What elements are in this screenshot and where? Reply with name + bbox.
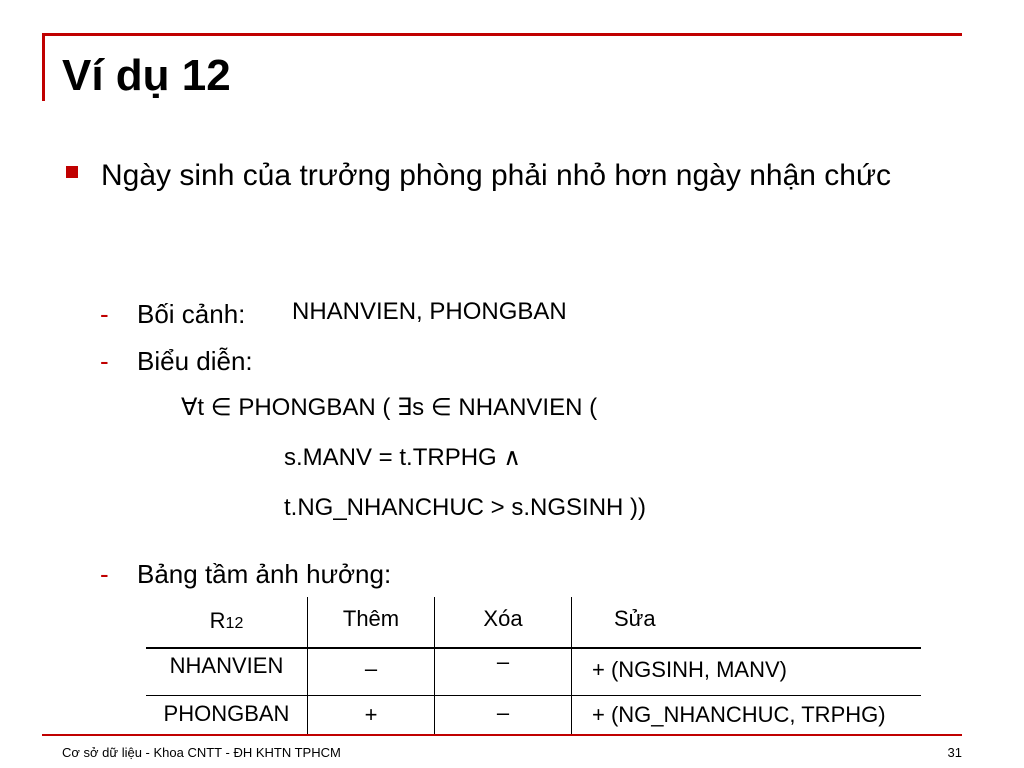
table-header-subscript: 12	[225, 615, 244, 632]
dash-bullet-icon: -	[100, 559, 109, 589]
title-frame-top	[42, 33, 962, 36]
table-header-delete: Xóa	[483, 606, 523, 631]
table-cell-update: + (NGSINH, MANV)	[592, 657, 787, 682]
table-cell-update: + (NG_NHANCHUC, TRPHG)	[592, 702, 886, 727]
context-value: NHANVIEN, PHONGBAN	[292, 298, 567, 325]
table-header-update: Sửa	[614, 606, 656, 631]
dash-bullet-icon: -	[100, 299, 109, 329]
table-cell-delete: –	[496, 700, 510, 725]
table-cell-insert: +	[364, 702, 378, 727]
table-cell-name: NHANVIEN	[169, 653, 284, 678]
table-row-rule	[146, 695, 921, 696]
footer-rule	[42, 734, 962, 736]
table-cell-name: PHONGBAN	[163, 701, 290, 726]
dash-bullet-icon: -	[100, 346, 109, 376]
title-frame-left	[42, 33, 45, 101]
page-number: 31	[947, 745, 962, 760]
table-column-rule	[571, 597, 572, 734]
slide-title: Ví dụ 12	[62, 51, 231, 100]
footer-text: Cơ sở dữ liệu - Khoa CNTT - ĐH KHTN TPHCM	[62, 745, 341, 760]
influence-table-label: Bảng tầm ảnh hưởng:	[137, 559, 392, 589]
square-bullet-icon	[66, 166, 78, 178]
formula-line-1: ∀t ∈ PHONGBAN ( ∃s ∈ NHANVIEN (	[181, 394, 598, 421]
representation-label: Biểu diễn:	[137, 346, 253, 376]
table-cell-insert: –	[364, 656, 378, 681]
table-header-name: R12	[209, 608, 244, 633]
formula-line-2: s.MANV = t.TRPHG ∧	[284, 444, 521, 471]
table-cell-delete: –	[496, 649, 510, 674]
table-header-insert: Thêm	[342, 606, 400, 631]
formula-line-3: t.NG_NHANCHUC > s.NGSINH ))	[284, 494, 647, 521]
main-bullet-text: Ngày sinh của trưởng phòng phải nhỏ hơn ngày nhận chức	[101, 159, 892, 192]
context-label: Bối cảnh:	[137, 299, 246, 329]
